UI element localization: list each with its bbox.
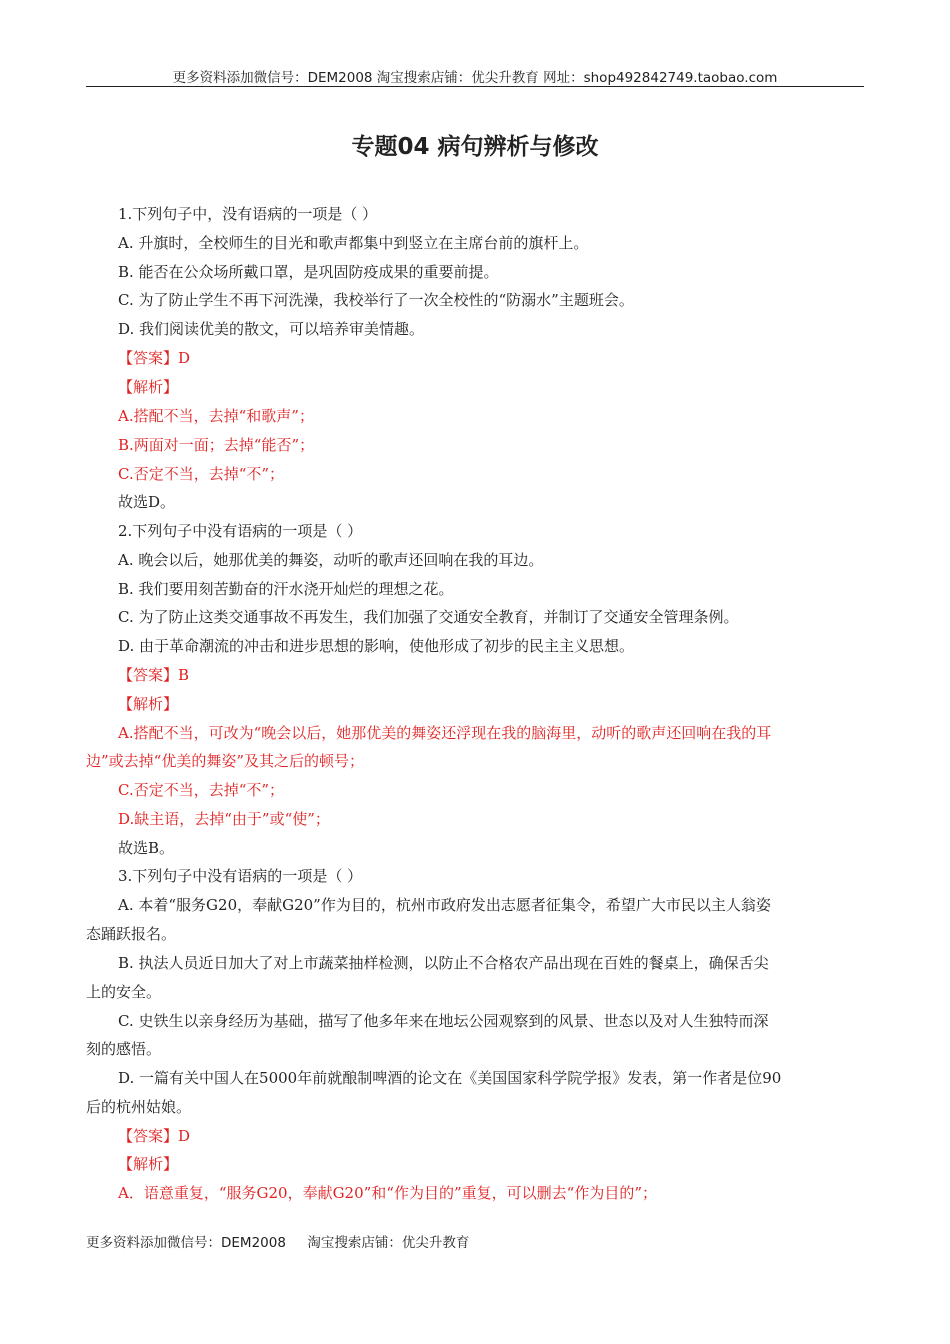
q1-explanation-c: C.否定不当，去掉“不”；: [118, 465, 285, 483]
q2-answer: 【答案】B: [118, 666, 190, 684]
q1-option-b: B. 能否在公众场所戴口罩，是巩固防疫成果的重要前提。: [118, 263, 499, 281]
q3-option-b-line1: B. 执法人员近日加大了对上市蔬菜抽样检测，以防止不合格农产品出现在百姓的餐桌上，确保舌尖: [118, 954, 769, 972]
q1-conclusion: 故选D。: [118, 493, 176, 511]
q2-option-b: B. 我们要用刻苦勤奋的汗水浇开灿烂的理想之花。: [118, 580, 454, 598]
q3-option-d-line2: 后的杭州姑娘。: [86, 1098, 192, 1116]
q3-option-c-line2: 刻的感悟。: [86, 1040, 162, 1058]
page-footer: 更多资料添加微信号：DEM2008 淘宝搜索店铺：优尖升教育: [86, 1235, 470, 1251]
q3-option-d-line1: D. 一篇有关中国人在5000年前就酿制啤酒的论文在《美国国家科学院学报》发表，第一作者是位90: [118, 1069, 782, 1087]
q3-option-a-line2: 态踊跃报名。: [86, 925, 177, 943]
q3-explanation-a: A．语意重复，“服务G20，奉献G20”和“作为目的”重复，可以删去“作为目的”；: [118, 1184, 657, 1202]
q1-option-d: D. 我们阅读优美的散文，可以培养审美情趣。: [118, 320, 425, 338]
q1-answer: 【答案】D: [118, 349, 191, 367]
q2-conclusion: 故选B。: [118, 839, 175, 857]
q1-explanation-a: A.搭配不当，去掉“和歌声”；: [118, 407, 314, 425]
q3-option-b-line2: 上的安全。: [86, 983, 162, 1001]
q3-option-a-line1: A. 本着“服务G20，奉献G20”作为目的，杭州市政府发出志愿者征集令，希望广大市民以主人翁姿: [118, 896, 771, 914]
q1-analysis-label: 【解析】: [118, 378, 179, 396]
q2-explanation-a-line1: A.搭配不当，可改为“晚会以后，她那优美的舞姿还浮现在我的脑海里，动听的歌声还回响在我的耳: [118, 724, 772, 742]
q2-explanation-d: D.缺主语，去掉“由于”或“使”；: [118, 810, 330, 828]
q3-stem: 3.下列句子中没有语病的一项是（ ）: [118, 867, 363, 885]
q1-stem: 1.下列句子中，没有语病的一项是（ ）: [118, 205, 378, 223]
q2-analysis-label: 【解析】: [118, 695, 179, 713]
q1-option-c: C. 为了防止学生不再下河洗澡，我校举行了一次全校性的“防溺水”主题班会。: [118, 291, 634, 309]
q3-answer: 【答案】D: [118, 1127, 191, 1145]
q2-option-a: A. 晚会以后，她那优美的舞姿，动听的歌声还回响在我的耳边。: [118, 551, 544, 569]
q2-explanation-c: C.否定不当，去掉“不”；: [118, 781, 285, 799]
page-title: 专题04 病句辨析与修改: [351, 134, 599, 160]
q3-option-c-line1: C. 史铁生以亲身经历为基础，描写了他多年来在地坛公园观察到的风景、世态以及对人生独特而深: [118, 1012, 769, 1030]
header-divider: [86, 86, 864, 87]
page-header: 更多资料添加微信号：DEM2008 淘宝搜索店铺：优尖升教育 网址：shop492842749.taobao.com: [172, 70, 778, 86]
q3-analysis-label: 【解析】: [118, 1155, 179, 1173]
q2-option-c: C. 为了防止这类交通事故不再发生，我们加强了交通安全教育，并制订了交通安全管理条例。: [118, 608, 739, 626]
q2-explanation-a-line2: 边”或去掉“优美的舞姿”及其之后的顿号；: [86, 752, 365, 770]
q1-option-a: A. 升旗时，全校师生的目光和歌声都集中到竖立在主席台前的旗杆上。: [118, 234, 589, 252]
q1-explanation-b: B.两面对一面；去掉“能否”；: [118, 436, 315, 454]
q2-option-d: D. 由于革命潮流的冲击和进步思想的影响，使他形成了初步的民主主义思想。: [118, 637, 635, 655]
q2-stem: 2.下列句子中没有语病的一项是（ ）: [118, 522, 363, 540]
